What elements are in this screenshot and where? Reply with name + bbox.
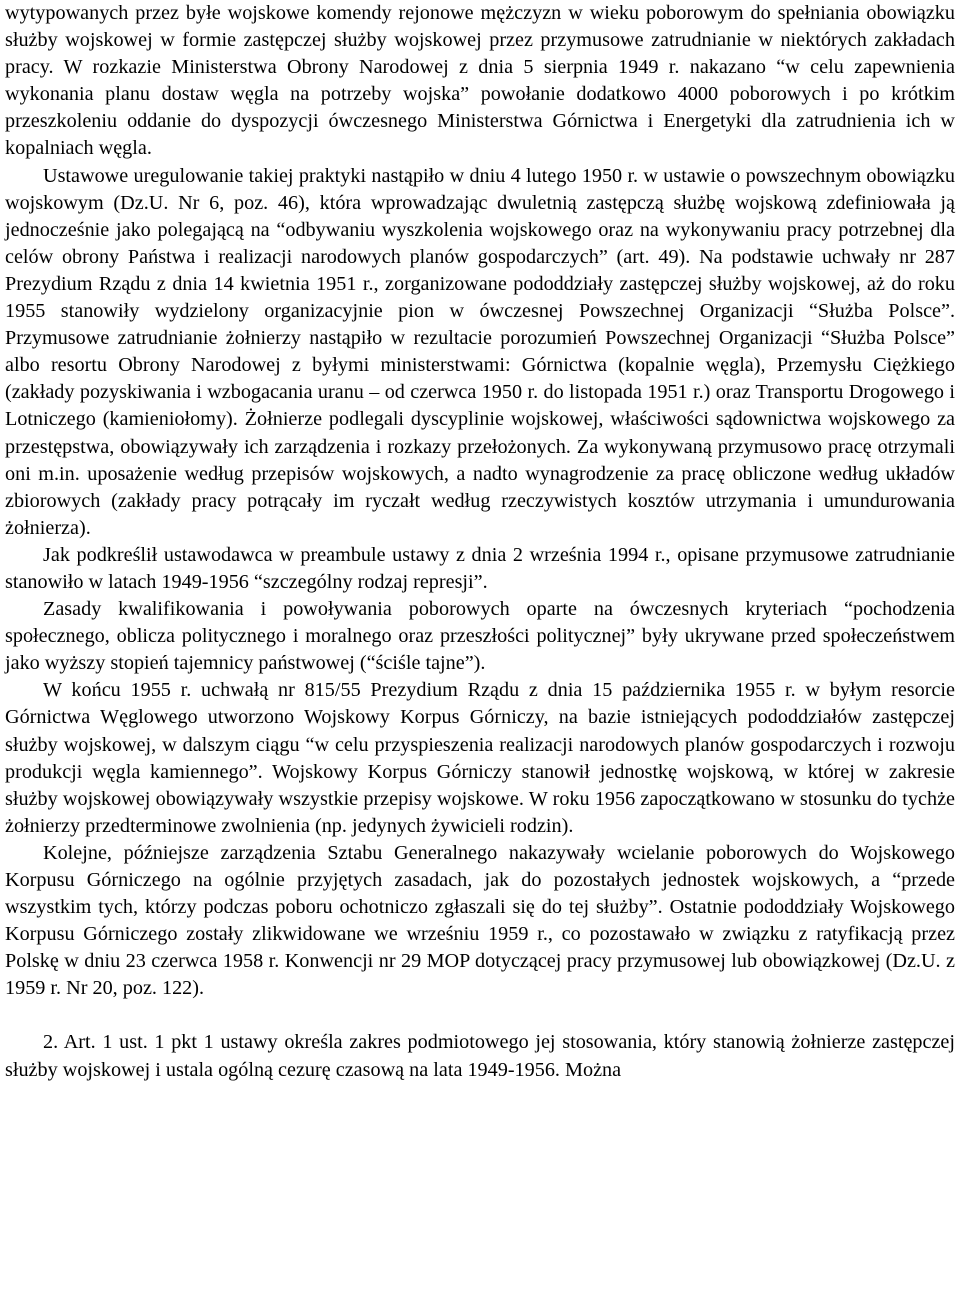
paragraph-spacer bbox=[5, 1002, 955, 1029]
paragraph-5: W końcu 1955 r. uchwałą nr 815/55 Prezydium Rządu z dnia 15 października 1955 r. w byłym resorcie Górnictwa Węglowego utworzono Wojskowy Korpus Górniczy, na bazie istniejących pododdziałów zastępczej służby wojskowej, w dalszym ciągu “w celu przyspieszenia realizacji narodowych planów gospodarczych i rozwoju produkcji węgla kamiennego”. Wojskowy Korpus Górniczy stanowił jednostkę wojskową, w której w zakresie służby wojskowej obowiązywały wszystkie przepisy wojskowe. W roku 1956 zapoczątkowano w stosunku do tychże żołnierzy przedterminowe zwolnienia (np. jedynych żywicieli rodzin). bbox=[5, 679, 955, 837]
paragraph-3: Jak podkreślił ustawodawca w preambule ustawy z dnia 2 września 1994 r., opisane przymusowe zatrudnianie stanowiło w latach 1949-1956 “szczególny rodzaj represji”. bbox=[5, 543, 955, 593]
paragraph-4: Zasady kwalifikowania i powoływania poborowych oparte na ówczesnych kryteriach “pochodzenia społecznego, oblicza politycznego i moralnego oraz przeszłości politycznej” były ukrywane przed społeczeństwem jako wyższy stopień tajemnicy państwowej (“ściśle tajne”). bbox=[5, 598, 955, 675]
paragraph-1: wytypowanych przez byłe wojskowe komendy rejonowe mężczyzn w wieku poborowym do spełniania obowiązku służby wojskowej w formie zastępczej służby wojskowej przez przymusowe zatrudnianie w niektórych zakładach pracy. W rozkazie Ministerstwa Obrony Narodowej z dnia 5 sierpnia 1949 r. nakazano “w celu zapewnienia wykonania planu dostaw węgla na potrzeby wojska” powołanie dodatkowo 4000 poborowych i po krótkim przeszkoleniu oddanie do dyspozycji ówczesnego Ministerstwa Górnictwa i Energetyki dla zatrudnienia ich w kopalniach węgla. bbox=[5, 2, 955, 160]
paragraph-6: Kolejne, późniejsze zarządzenia Sztabu Generalnego nakazywały wcielanie poborowych do Wojskowego Korpusu Górniczego na ogólnie przyjętych zasadach, jak do pozostałych jednostek wojskowych, a “przede wszystkim tych, którzy podczas poboru ochotniczo zgłaszali się do tej służby”. Ostatnie pododdziały Wojskowego Korpusu Górniczego zostały zlikwidowane we wrześniu 1959 r., co pozostawało w związku z ratyfikacją przez Polskę w dniu 23 czerwca 1958 r. Konwencji nr 29 MOP dotyczącej pracy przymusowej lub obowiązkowej (Dz.U. z 1959 r. Nr 20, poz. 122). bbox=[5, 841, 955, 1000]
document-page bbox=[5, 0, 955, 1084]
paragraph-7: 2. Art. 1 ust. 1 pkt 1 ustawy określa zakres podmiotowego jej stosowania, który stanowią żołnierze zastępczej służby wojskowej i ustala ogólną cezurę czasową na lata 1949-1956. Można bbox=[5, 1031, 955, 1081]
paragraph-2: Ustawowe uregulowanie takiej praktyki nastąpiło w dniu 4 lutego 1950 r. w ustawie o powszechnym obowiązku wojskowym (Dz.U. Nr 6, poz. 46), która wprowadzając dwuletnią zastępczą służbę wojskową zdefiniowała ją jednocześnie jako polegającą na “odbywaniu wyszkolenia wojskowego oraz na wykonywaniu pracy potrzebnej dla celów obrony Państwa i realizacji narodowych planów gospodarczych” (art. 49). Na podstawie uchwały nr 287 Prezydium Rządu z dnia 14 kwietnia 1951 r., zorganizowane pododdziały zastępczej służby wojskowej, aż do roku 1955 stanowiły wydzielony organizacyjnie pion w ówczesnej Powszechnej Organizacji “Służba Polsce”. Przymusowe zatrudnianie żołnierzy nastąpiło w rezultacie porozumień Powszechnej Organizacji “Służba Polsce” albo resortu Obrony Narodowej z byłymi ministerstwami: Górnictwa (kopalnie węgla), Przemysłu Ciężkiego (zakłady pozyskiwania i wzbogacania uranu – od czerwca 1950 r. do listopada 1951 r.) oraz Transportu Drogowego i Lotniczego (kamieniołomy). Żołnierze podlegali dyscyplinie wojskowej, właściwości sądownictwa wojskowego za przestępstwa, obowiązywały ich zarządzenia i rozkazy przełożonych. Za wykonywaną przymusowo pracę otrzymali oni m.in. uposażenie według przepisów wojskowych, a nadto wynagrodzenie za pracę obliczone według układów zbiorowych (zakłady pracy potrącały im ryczałt według rzeczywistych kosztów utrzymania i umundurowania żołnierza). bbox=[5, 164, 955, 539]
